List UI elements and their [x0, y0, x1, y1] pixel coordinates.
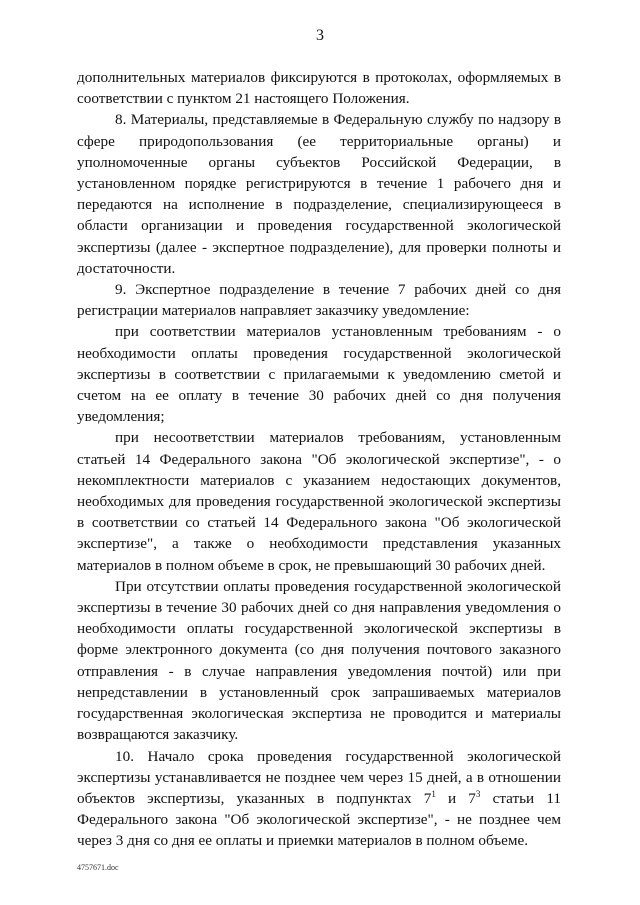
paragraph-continuation: дополнительных материалов фиксируются в протоколах, оформляемых в соответствии с пунктом 21 настоящего Положения.	[77, 69, 561, 108]
paragraph-item-10-part3: статьи 11 Федерального закона "Об экологической экспертизе", - не позднее чем через 3 дня со дня ее оплаты и приемки материалов в полном объеме.	[77, 789, 561, 850]
document-file-code: 4757671.doc	[77, 863, 119, 872]
paragraph-item-9-noncompliance: при несоответствии материалов требованиям, установленным статьей 14 Федерального закона "Об экологической экспертизе", - о некомплектности материалов с указанием недостающих документов, необходимых для проведения государственной экологической экспертизы в соответствии со статьей 14 Федерального закона "Об экологической экспертизе", а также о необходимости представления указанных материалов в полном объеме в срок, не превышающий 30 рабочих дней.	[77, 429, 561, 574]
superscript-3: 3	[475, 788, 481, 799]
paragraph-item-8: 8. Материалы, представляемые в Федеральную службу по надзору в сфере природопользования (ее территориальные органы) и уполномоченные органы субъектов Российской Федерации, в установленном порядке регистрируются в течение 1 рабочего дня и передаются на исполнение в подразделение, специализирующееся в области организации и проведения государственной экологической экспертизы (далее - экспертное подразделение), для проверки полноты и достаточности.	[77, 111, 561, 277]
paragraph-item-9: 9. Экспертное подразделение в течение 7 рабочих дней со дня регистрации материалов направляет заказчику уведомление:	[77, 281, 561, 320]
superscript-1: 1	[431, 788, 436, 799]
paragraph-item-10-part1: 10. Начало срока проведения государственной экологической экспертизы устанавливается не позднее чем через 15 дней, а в отношении объектов экспертизы, указанных в подпунктах 7	[77, 747, 561, 807]
page-number: 3	[316, 27, 324, 44]
paragraph-item-10-part2: и 7	[435, 789, 476, 807]
paragraph-payment-absence: При отсутствии оплаты проведения государственной экологической экспертизы в течение 30 рабочих дней со дня направления уведомления о необходимости оплаты государственной экологической экспертизы в форме электронного документа (со дня получения почтового заказного отправления - в случае направления уведомления почтой) или при непредставлении в установленный срок запрашиваемых материалов государственная экологическая экспертиза не проводится и материалы возвращаются заказчику.	[77, 577, 561, 744]
document-body	[77, 67, 561, 852]
paragraph-item-10	[77, 746, 561, 852]
paragraph-item-9-compliance: при соответствии материалов установленным требованиям - о необходимости оплаты проведения государственной экологической экспертизы в соответствии с прилагаемыми к уведомлению сметой и счетом на ее оплату в течение 30 рабочих дней со дня получения уведомления;	[77, 323, 561, 426]
